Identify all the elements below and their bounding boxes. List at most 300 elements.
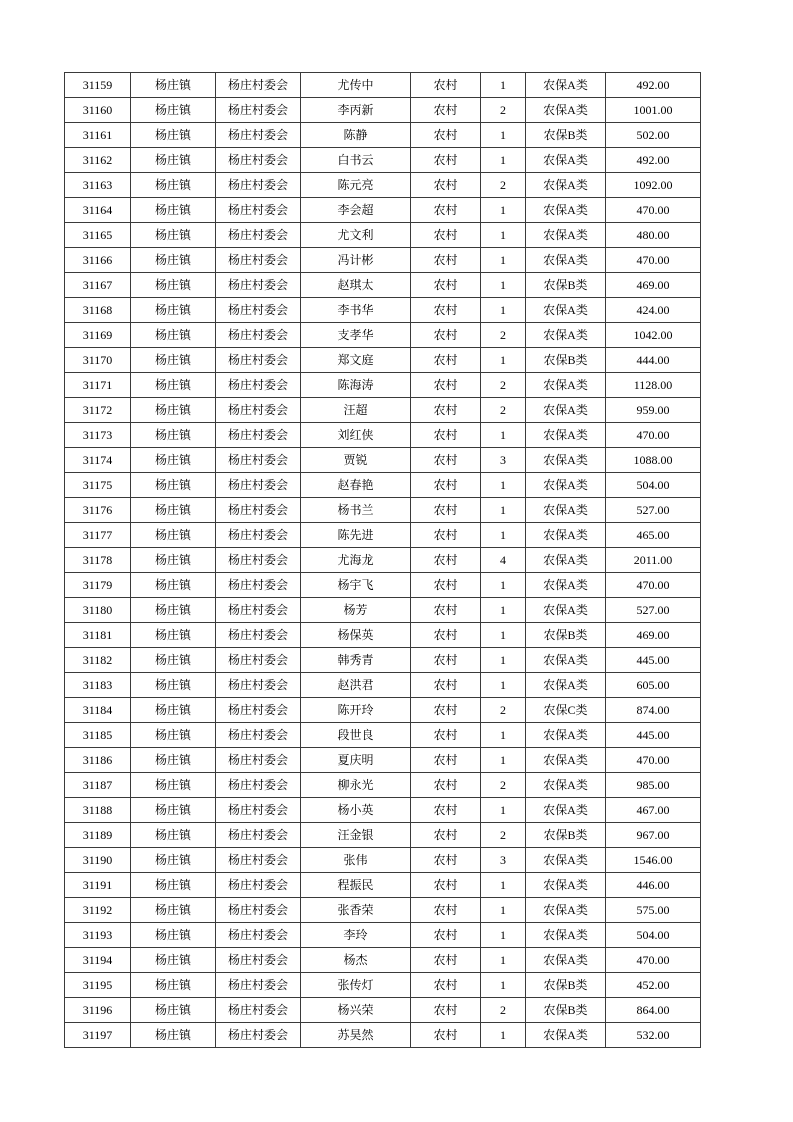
- cell-category: 农保A类: [526, 548, 606, 573]
- cell-town: 杨庄镇: [131, 473, 216, 498]
- cell-name: 刘红侠: [301, 423, 411, 448]
- table-row: [65, 523, 701, 548]
- cell-amount: 527.00: [606, 498, 701, 523]
- cell-id: 31159: [65, 73, 131, 98]
- cell-category: 农保A类: [526, 498, 606, 523]
- table-row: [65, 923, 701, 948]
- cell-count: 1: [481, 423, 526, 448]
- cell-name: 贾锐: [301, 448, 411, 473]
- cell-area: 农村: [411, 323, 481, 348]
- table-row: [65, 1023, 701, 1048]
- cell-amount: 446.00: [606, 873, 701, 898]
- cell-id: 31179: [65, 573, 131, 598]
- cell-village: 杨庄村委会: [216, 773, 301, 798]
- benefits-table: [64, 72, 701, 1048]
- table-row: [65, 973, 701, 998]
- cell-town: 杨庄镇: [131, 123, 216, 148]
- cell-amount: 2011.00: [606, 548, 701, 573]
- table-row: [65, 173, 701, 198]
- cell-category: 农保B类: [526, 123, 606, 148]
- cell-id: 31194: [65, 948, 131, 973]
- cell-village: 杨庄村委会: [216, 698, 301, 723]
- cell-area: 农村: [411, 748, 481, 773]
- cell-id: 31183: [65, 673, 131, 698]
- cell-category: 农保A类: [526, 448, 606, 473]
- cell-count: 2: [481, 373, 526, 398]
- cell-town: 杨庄镇: [131, 923, 216, 948]
- cell-id: 31167: [65, 273, 131, 298]
- cell-id: 31177: [65, 523, 131, 548]
- cell-name: 赵琪太: [301, 273, 411, 298]
- cell-id: 31168: [65, 298, 131, 323]
- cell-village: 杨庄村委会: [216, 573, 301, 598]
- cell-town: 杨庄镇: [131, 523, 216, 548]
- cell-area: 农村: [411, 648, 481, 673]
- cell-area: 农村: [411, 873, 481, 898]
- cell-name: 程振民: [301, 873, 411, 898]
- cell-category: 农保B类: [526, 823, 606, 848]
- cell-id: 31184: [65, 698, 131, 723]
- cell-count: 1: [481, 473, 526, 498]
- cell-town: 杨庄镇: [131, 173, 216, 198]
- cell-area: 农村: [411, 223, 481, 248]
- cell-village: 杨庄村委会: [216, 673, 301, 698]
- cell-town: 杨庄镇: [131, 973, 216, 998]
- cell-amount: 575.00: [606, 898, 701, 923]
- cell-area: 农村: [411, 73, 481, 98]
- cell-town: 杨庄镇: [131, 248, 216, 273]
- cell-id: 31170: [65, 348, 131, 373]
- cell-id: 31163: [65, 173, 131, 198]
- cell-village: 杨庄村委会: [216, 173, 301, 198]
- cell-area: 农村: [411, 398, 481, 423]
- cell-count: 1: [481, 923, 526, 948]
- cell-village: 杨庄村委会: [216, 623, 301, 648]
- cell-village: 杨庄村委会: [216, 73, 301, 98]
- cell-amount: 469.00: [606, 623, 701, 648]
- cell-count: 1: [481, 948, 526, 973]
- cell-name: 李丙新: [301, 98, 411, 123]
- cell-amount: 1001.00: [606, 98, 701, 123]
- cell-name: 段世良: [301, 723, 411, 748]
- cell-village: 杨庄村委会: [216, 398, 301, 423]
- cell-category: 农保A类: [526, 198, 606, 223]
- cell-id: 31165: [65, 223, 131, 248]
- cell-name: 陈先进: [301, 523, 411, 548]
- cell-amount: 470.00: [606, 573, 701, 598]
- cell-area: 农村: [411, 348, 481, 373]
- cell-amount: 1128.00: [606, 373, 701, 398]
- cell-name: 张伟: [301, 848, 411, 873]
- cell-name: 苏昊然: [301, 1023, 411, 1048]
- cell-area: 农村: [411, 998, 481, 1023]
- table-row: [65, 748, 701, 773]
- cell-count: 1: [481, 523, 526, 548]
- cell-village: 杨庄村委会: [216, 373, 301, 398]
- cell-area: 农村: [411, 198, 481, 223]
- table-row: [65, 773, 701, 798]
- cell-area: 农村: [411, 798, 481, 823]
- cell-town: 杨庄镇: [131, 373, 216, 398]
- cell-village: 杨庄村委会: [216, 948, 301, 973]
- cell-amount: 445.00: [606, 648, 701, 673]
- cell-count: 1: [481, 498, 526, 523]
- cell-id: 31192: [65, 898, 131, 923]
- cell-count: 1: [481, 73, 526, 98]
- cell-category: 农保A类: [526, 898, 606, 923]
- table-row: [65, 273, 701, 298]
- cell-village: 杨庄村委会: [216, 748, 301, 773]
- table-row: [65, 298, 701, 323]
- cell-name: 尤文利: [301, 223, 411, 248]
- cell-id: 31160: [65, 98, 131, 123]
- table-row: [65, 648, 701, 673]
- cell-count: 3: [481, 848, 526, 873]
- cell-category: 农保A类: [526, 523, 606, 548]
- cell-village: 杨庄村委会: [216, 548, 301, 573]
- cell-category: 农保A类: [526, 648, 606, 673]
- table-row: [65, 873, 701, 898]
- table-row: [65, 248, 701, 273]
- cell-village: 杨庄村委会: [216, 198, 301, 223]
- cell-id: 31191: [65, 873, 131, 898]
- cell-count: 2: [481, 173, 526, 198]
- cell-name: 赵洪君: [301, 673, 411, 698]
- cell-count: 1: [481, 673, 526, 698]
- cell-town: 杨庄镇: [131, 773, 216, 798]
- table-row: [65, 398, 701, 423]
- cell-count: 1: [481, 1023, 526, 1048]
- cell-name: 杨保英: [301, 623, 411, 648]
- table-row: [65, 548, 701, 573]
- cell-count: 1: [481, 198, 526, 223]
- cell-category: 农保B类: [526, 273, 606, 298]
- cell-id: 31169: [65, 323, 131, 348]
- cell-category: 农保A类: [526, 73, 606, 98]
- cell-name: 陈海涛: [301, 373, 411, 398]
- cell-category: 农保C类: [526, 698, 606, 723]
- cell-town: 杨庄镇: [131, 723, 216, 748]
- cell-category: 农保A类: [526, 748, 606, 773]
- cell-village: 杨庄村委会: [216, 973, 301, 998]
- cell-town: 杨庄镇: [131, 223, 216, 248]
- cell-town: 杨庄镇: [131, 73, 216, 98]
- cell-id: 31178: [65, 548, 131, 573]
- cell-count: 2: [481, 998, 526, 1023]
- table-row: [65, 598, 701, 623]
- table-row: [65, 198, 701, 223]
- cell-category: 农保B类: [526, 623, 606, 648]
- cell-amount: 1088.00: [606, 448, 701, 473]
- cell-amount: 444.00: [606, 348, 701, 373]
- table-row: [65, 698, 701, 723]
- table-row: [65, 73, 701, 98]
- cell-area: 农村: [411, 848, 481, 873]
- cell-name: 李玲: [301, 923, 411, 948]
- cell-name: 杨芳: [301, 598, 411, 623]
- cell-town: 杨庄镇: [131, 298, 216, 323]
- cell-name: 汪金银: [301, 823, 411, 848]
- cell-amount: 470.00: [606, 198, 701, 223]
- cell-name: 杨兴荣: [301, 998, 411, 1023]
- cell-amount: 605.00: [606, 673, 701, 698]
- cell-name: 汪超: [301, 398, 411, 423]
- cell-count: 1: [481, 223, 526, 248]
- cell-village: 杨庄村委会: [216, 448, 301, 473]
- cell-village: 杨庄村委会: [216, 273, 301, 298]
- cell-id: 31188: [65, 798, 131, 823]
- cell-area: 农村: [411, 598, 481, 623]
- cell-name: 夏庆明: [301, 748, 411, 773]
- cell-village: 杨庄村委会: [216, 98, 301, 123]
- cell-area: 农村: [411, 973, 481, 998]
- cell-category: 农保A类: [526, 873, 606, 898]
- cell-town: 杨庄镇: [131, 623, 216, 648]
- cell-amount: 1042.00: [606, 323, 701, 348]
- cell-amount: 452.00: [606, 973, 701, 998]
- cell-town: 杨庄镇: [131, 98, 216, 123]
- cell-village: 杨庄村委会: [216, 723, 301, 748]
- cell-village: 杨庄村委会: [216, 998, 301, 1023]
- cell-name: 陈元亮: [301, 173, 411, 198]
- cell-area: 农村: [411, 98, 481, 123]
- cell-village: 杨庄村委会: [216, 523, 301, 548]
- cell-area: 农村: [411, 823, 481, 848]
- cell-count: 1: [481, 798, 526, 823]
- cell-area: 农村: [411, 523, 481, 548]
- cell-area: 农村: [411, 448, 481, 473]
- cell-name: 李会超: [301, 198, 411, 223]
- cell-category: 农保A类: [526, 248, 606, 273]
- cell-amount: 1092.00: [606, 173, 701, 198]
- cell-village: 杨庄村委会: [216, 648, 301, 673]
- cell-count: 2: [481, 323, 526, 348]
- cell-amount: 1546.00: [606, 848, 701, 873]
- cell-town: 杨庄镇: [131, 823, 216, 848]
- cell-village: 杨庄村委会: [216, 248, 301, 273]
- cell-count: 2: [481, 698, 526, 723]
- cell-category: 农保A类: [526, 673, 606, 698]
- cell-amount: 967.00: [606, 823, 701, 848]
- cell-village: 杨庄村委会: [216, 348, 301, 373]
- cell-area: 农村: [411, 273, 481, 298]
- cell-name: 尤海龙: [301, 548, 411, 573]
- cell-amount: 445.00: [606, 723, 701, 748]
- cell-id: 31164: [65, 198, 131, 223]
- cell-amount: 959.00: [606, 398, 701, 423]
- cell-id: 31171: [65, 373, 131, 398]
- cell-name: 韩秀青: [301, 648, 411, 673]
- cell-category: 农保A类: [526, 848, 606, 873]
- cell-category: 农保A类: [526, 948, 606, 973]
- cell-town: 杨庄镇: [131, 398, 216, 423]
- cell-town: 杨庄镇: [131, 198, 216, 223]
- table-row: [65, 473, 701, 498]
- cell-amount: 504.00: [606, 473, 701, 498]
- cell-id: 31185: [65, 723, 131, 748]
- cell-category: 农保A类: [526, 473, 606, 498]
- cell-id: 31181: [65, 623, 131, 648]
- cell-id: 31162: [65, 148, 131, 173]
- cell-town: 杨庄镇: [131, 873, 216, 898]
- cell-area: 农村: [411, 298, 481, 323]
- cell-category: 农保B类: [526, 348, 606, 373]
- cell-name: 尤传中: [301, 73, 411, 98]
- cell-id: 31187: [65, 773, 131, 798]
- cell-id: 31176: [65, 498, 131, 523]
- cell-count: 4: [481, 548, 526, 573]
- cell-name: 杨小英: [301, 798, 411, 823]
- cell-village: 杨庄村委会: [216, 473, 301, 498]
- cell-count: 1: [481, 298, 526, 323]
- cell-name: 赵春艳: [301, 473, 411, 498]
- cell-count: 1: [481, 348, 526, 373]
- cell-area: 农村: [411, 698, 481, 723]
- cell-village: 杨庄村委会: [216, 848, 301, 873]
- cell-id: 31190: [65, 848, 131, 873]
- cell-category: 农保A类: [526, 423, 606, 448]
- cell-name: 李书华: [301, 298, 411, 323]
- cell-amount: 470.00: [606, 748, 701, 773]
- cell-area: 农村: [411, 723, 481, 748]
- cell-count: 2: [481, 398, 526, 423]
- cell-count: 1: [481, 598, 526, 623]
- cell-name: 陈静: [301, 123, 411, 148]
- cell-town: 杨庄镇: [131, 148, 216, 173]
- cell-count: 1: [481, 148, 526, 173]
- table-body: [65, 73, 701, 1048]
- cell-id: 31180: [65, 598, 131, 623]
- cell-id: 31175: [65, 473, 131, 498]
- cell-amount: 480.00: [606, 223, 701, 248]
- cell-town: 杨庄镇: [131, 448, 216, 473]
- cell-name: 陈开玲: [301, 698, 411, 723]
- cell-amount: 502.00: [606, 123, 701, 148]
- cell-count: 1: [481, 973, 526, 998]
- cell-category: 农保A类: [526, 298, 606, 323]
- cell-id: 31197: [65, 1023, 131, 1048]
- cell-id: 31182: [65, 648, 131, 673]
- table-row: [65, 673, 701, 698]
- cell-id: 31195: [65, 973, 131, 998]
- cell-village: 杨庄村委会: [216, 1023, 301, 1048]
- cell-area: 农村: [411, 548, 481, 573]
- table-row: [65, 423, 701, 448]
- cell-category: 农保A类: [526, 98, 606, 123]
- cell-town: 杨庄镇: [131, 273, 216, 298]
- cell-town: 杨庄镇: [131, 573, 216, 598]
- cell-id: 31186: [65, 748, 131, 773]
- table-row: [65, 798, 701, 823]
- cell-village: 杨庄村委会: [216, 898, 301, 923]
- cell-count: 1: [481, 123, 526, 148]
- cell-village: 杨庄村委会: [216, 223, 301, 248]
- cell-amount: 532.00: [606, 1023, 701, 1048]
- cell-amount: 864.00: [606, 998, 701, 1023]
- cell-count: 1: [481, 898, 526, 923]
- cell-name: 张香荣: [301, 898, 411, 923]
- cell-town: 杨庄镇: [131, 998, 216, 1023]
- cell-area: 农村: [411, 948, 481, 973]
- cell-town: 杨庄镇: [131, 498, 216, 523]
- cell-amount: 527.00: [606, 598, 701, 623]
- table-row: [65, 823, 701, 848]
- cell-town: 杨庄镇: [131, 748, 216, 773]
- cell-area: 农村: [411, 473, 481, 498]
- cell-town: 杨庄镇: [131, 348, 216, 373]
- cell-name: 白书云: [301, 148, 411, 173]
- cell-amount: 424.00: [606, 298, 701, 323]
- cell-name: 郑文庭: [301, 348, 411, 373]
- cell-village: 杨庄村委会: [216, 498, 301, 523]
- cell-count: 1: [481, 248, 526, 273]
- cell-area: 农村: [411, 1023, 481, 1048]
- cell-area: 农村: [411, 923, 481, 948]
- cell-area: 农村: [411, 248, 481, 273]
- cell-category: 农保A类: [526, 398, 606, 423]
- cell-town: 杨庄镇: [131, 698, 216, 723]
- cell-category: 农保A类: [526, 373, 606, 398]
- table-row: [65, 448, 701, 473]
- cell-category: 农保A类: [526, 798, 606, 823]
- cell-id: 31172: [65, 398, 131, 423]
- cell-town: 杨庄镇: [131, 548, 216, 573]
- cell-id: 31174: [65, 448, 131, 473]
- cell-id: 31196: [65, 998, 131, 1023]
- table-row: [65, 98, 701, 123]
- cell-village: 杨庄村委会: [216, 873, 301, 898]
- cell-category: 农保A类: [526, 923, 606, 948]
- cell-count: 1: [481, 648, 526, 673]
- cell-count: 1: [481, 723, 526, 748]
- cell-name: 冯计彬: [301, 248, 411, 273]
- cell-area: 农村: [411, 423, 481, 448]
- cell-count: 2: [481, 98, 526, 123]
- cell-count: 1: [481, 748, 526, 773]
- table-row: [65, 998, 701, 1023]
- cell-area: 农村: [411, 148, 481, 173]
- cell-category: 农保A类: [526, 1023, 606, 1048]
- cell-village: 杨庄村委会: [216, 323, 301, 348]
- cell-town: 杨庄镇: [131, 948, 216, 973]
- cell-count: 1: [481, 573, 526, 598]
- table-row: [65, 723, 701, 748]
- cell-category: 农保A类: [526, 598, 606, 623]
- cell-town: 杨庄镇: [131, 323, 216, 348]
- cell-id: 31193: [65, 923, 131, 948]
- table-row: [65, 573, 701, 598]
- cell-area: 农村: [411, 573, 481, 598]
- cell-count: 1: [481, 873, 526, 898]
- cell-town: 杨庄镇: [131, 898, 216, 923]
- cell-area: 农村: [411, 123, 481, 148]
- cell-count: 3: [481, 448, 526, 473]
- cell-amount: 469.00: [606, 273, 701, 298]
- cell-village: 杨庄村委会: [216, 148, 301, 173]
- table-row: [65, 623, 701, 648]
- cell-name: 杨宇飞: [301, 573, 411, 598]
- cell-area: 农村: [411, 173, 481, 198]
- cell-village: 杨庄村委会: [216, 823, 301, 848]
- cell-name: 杨书兰: [301, 498, 411, 523]
- cell-category: 农保A类: [526, 773, 606, 798]
- cell-amount: 465.00: [606, 523, 701, 548]
- table-row: [65, 848, 701, 873]
- cell-area: 农村: [411, 773, 481, 798]
- cell-village: 杨庄村委会: [216, 298, 301, 323]
- cell-amount: 470.00: [606, 948, 701, 973]
- cell-amount: 467.00: [606, 798, 701, 823]
